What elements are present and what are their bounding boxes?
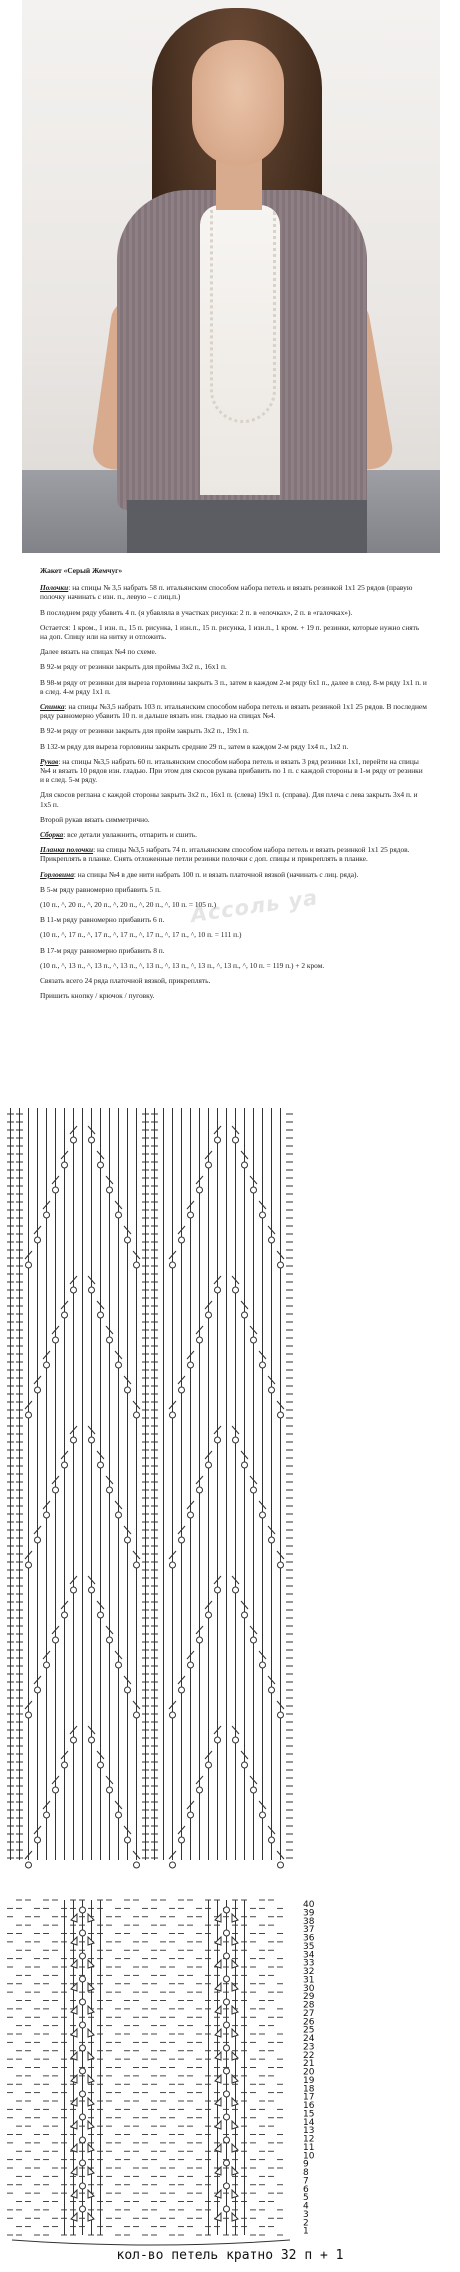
- section-text: : на спицы №3,5 набрать 60 п. итальянским способом набора петель и вязать 3 ряд резинки 1х1, перейти на спицы №4 и вязать 10 рядов изн. гладью. При этом для скосов рукава прибавить по 1 п. с каждой стороны в 1-м ряду от резинки и в след. 5-м ряду.: [40, 756, 423, 785]
- chart-row-number: 6: [303, 2184, 309, 2195]
- section-heading: Полочки: [40, 583, 69, 593]
- chart-yarn-over: [215, 1737, 221, 1743]
- chart-row-number: 23: [303, 2042, 315, 2053]
- section-heading: Горловина: [40, 869, 74, 879]
- chart-yarn-over: [134, 1262, 140, 1268]
- chart-yarn-over: [116, 1212, 122, 1218]
- chart-row-number: 9: [303, 2159, 309, 2170]
- chart-yarn-over: [71, 1137, 77, 1143]
- chart-yarn-over: [278, 1412, 284, 1418]
- section-heading: Спинка: [40, 702, 65, 712]
- chart-yarn-over: [35, 1387, 41, 1393]
- chart-yarn-over: [233, 1287, 239, 1293]
- chart-yarn-over: [80, 2160, 86, 2166]
- section-text: Связать всего 24 ряда платочной вязкой, прикреплять.: [40, 976, 211, 986]
- chart-row-number: 30: [303, 1983, 315, 1994]
- section-heading: Рукав: [40, 756, 59, 766]
- section-text: : на спицы №3,5 набрать 103 п. итальянским способом набора петель и вязать резинкой 1х1 25 рядов. В последнем ряду равномерно убавить 10 п. и дальше вязать изн. гладью на спицах №4.: [40, 702, 427, 721]
- section-paragraph: [40, 662, 428, 671]
- chart-yarn-over: [80, 2091, 86, 2097]
- chart-yarn-over: [134, 1412, 140, 1418]
- chart-row-number: 3: [303, 2209, 309, 2220]
- chart-yarn-over: [206, 1462, 212, 1468]
- chart-row-number: 31: [303, 1975, 315, 1986]
- chart-yarn-over: [233, 1437, 239, 1443]
- chart-yarn-over: [179, 1387, 185, 1393]
- watermark: Ассоль уа: [189, 885, 320, 928]
- chart-yarn-over: [197, 1487, 203, 1493]
- chart-row-number: 26: [303, 2017, 315, 2028]
- chart-yarn-over: [125, 1687, 131, 1693]
- chart-yarn-over: [107, 1787, 113, 1793]
- chart-yarn-over: [242, 1762, 248, 1768]
- chart-yarn-over: [80, 1976, 86, 1982]
- chart-yarn-over: [62, 1762, 68, 1768]
- chart-row-number: 13: [303, 2126, 315, 2137]
- section-paragraph: [40, 815, 428, 824]
- chart-yarn-over: [98, 1762, 104, 1768]
- chart-yarn-over: [215, 1587, 221, 1593]
- chart-yarn-over: [224, 2206, 230, 2212]
- chart-yarn-over: [260, 1212, 266, 1218]
- chart-yarn-over: [80, 2114, 86, 2120]
- chart-yarn-over: [53, 1337, 59, 1343]
- chart-yarn-over: [134, 1862, 140, 1868]
- chart-yarn-over: [89, 1287, 95, 1293]
- chart-yarn-over: [260, 1362, 266, 1368]
- chart-row-number: 4: [303, 2201, 309, 2212]
- section-paragraph: [40, 845, 428, 863]
- chart-yarn-over: [107, 1637, 113, 1643]
- chart-yarn-over: [260, 1662, 266, 1668]
- chart-yarn-over: [89, 1137, 95, 1143]
- chart-yarn-over: [224, 1930, 230, 1936]
- chart-yarn-over: [215, 1137, 221, 1143]
- section-text: Остается: 1 кром., 1 изн. п., 15 п. рисунка, 1 изн.п., 15 п. рисунка, 1 изн.п., 1 кром. + 19 п. резинки, которые нужно снять на доп. Спицу или на нитку и отложить.: [40, 622, 420, 642]
- chart-row-number: 10: [303, 2151, 315, 2162]
- chart-yarn-over: [188, 1662, 194, 1668]
- chart-yarn-over: [116, 1662, 122, 1668]
- chart-yarn-over: [71, 1287, 77, 1293]
- chart-legend: кол-во петель кратно 32 п + 1: [116, 2248, 344, 2263]
- chart-yarn-over: [224, 2091, 230, 2097]
- chart-yarn-over: [197, 1637, 203, 1643]
- photo-pants: [127, 500, 367, 553]
- section-text: Далее вязать на спицах №4 по схеме.: [40, 647, 157, 657]
- chart-yarn-over: [215, 1287, 221, 1293]
- chart-yarn-over: [269, 1687, 275, 1693]
- chart-row-number: 29: [303, 1992, 315, 2003]
- chart-row-number: 1: [303, 2226, 309, 2237]
- section-paragraph: [40, 583, 428, 601]
- chart-row-number: 20: [303, 2067, 315, 2078]
- chart-yarn-over: [62, 1612, 68, 1618]
- chart-row-number: 33: [303, 1958, 315, 1969]
- chart-yarn-over: [206, 1312, 212, 1318]
- chart-yarn-over: [80, 2022, 86, 2028]
- chart-yarn-over: [44, 1812, 50, 1818]
- section-paragraph: [40, 930, 428, 939]
- chart-yarn-over: [71, 1437, 77, 1443]
- chart-yarn-over: [26, 1262, 32, 1268]
- chart-row-number: 39: [303, 1908, 315, 1919]
- chart-yarn-over: [80, 2183, 86, 2189]
- section-text: : на спицы № 3,5 набрать 58 п. итальянским способом набора петель и вязать резинкой 1х1 25 рядов (правую полочку начинать с изн. п., левую – с лиц.п.): [40, 583, 413, 602]
- chart-yarn-over: [44, 1212, 50, 1218]
- chart-row-number: 34: [303, 1950, 315, 1961]
- chart-yarn-over: [170, 1712, 176, 1718]
- chart-row-number: 17: [303, 2092, 315, 2103]
- chart-yarn-over: [116, 1812, 122, 1818]
- section-paragraph: [40, 647, 428, 656]
- chart-row-number: 28: [303, 2000, 315, 2011]
- chart-yarn-over: [80, 1907, 86, 1913]
- chart-yarn-over: [35, 1687, 41, 1693]
- chart-yarn-over: [269, 1837, 275, 1843]
- chart-row-number: 2: [303, 2218, 309, 2229]
- chart-yarn-over: [224, 2137, 230, 2143]
- chart-yarn-over: [269, 1237, 275, 1243]
- chart-yarn-over: [80, 1999, 86, 2005]
- chart-row-number: 16: [303, 2101, 315, 2112]
- chart-yarn-over: [44, 1662, 50, 1668]
- section-paragraph: [40, 757, 428, 785]
- chart-row-number: 21: [303, 2059, 315, 2070]
- chart-yarn-over: [206, 1612, 212, 1618]
- chart-row-number: 25: [303, 2025, 315, 2036]
- section-paragraph: [40, 870, 428, 879]
- chart-yarn-over: [233, 1587, 239, 1593]
- chart-yarn-over: [44, 1512, 50, 1518]
- chart-yarn-over: [179, 1837, 185, 1843]
- section-paragraph: [40, 946, 428, 955]
- section-paragraph: [40, 976, 428, 985]
- section-heading: Планка полочки: [40, 845, 94, 855]
- chart-yarn-over: [98, 1312, 104, 1318]
- chart-yarn-over: [269, 1537, 275, 1543]
- pattern-text: [40, 566, 428, 1007]
- chart-yarn-over: [224, 2160, 230, 2166]
- chart-yarn-over: [251, 1637, 257, 1643]
- chart-yarn-over: [269, 1387, 275, 1393]
- section-text: В последнем ряду убавить 4 п. (я убавляла в участках рисунка: 2 п. в «елочках», 2 п. в «галочках»).: [40, 607, 353, 617]
- section-text: Второй рукав вязать симметрично.: [40, 814, 150, 824]
- chart-row-number: 5: [303, 2193, 309, 2204]
- chart-yarn-over: [188, 1812, 194, 1818]
- model-photo: [22, 0, 440, 553]
- chart-yarn-over: [278, 1862, 284, 1868]
- chart-yarn-over: [251, 1337, 257, 1343]
- chart-yarn-over: [224, 2183, 230, 2189]
- chart-yarn-over: [224, 1953, 230, 1959]
- chart-yarn-over: [188, 1512, 194, 1518]
- chart-yarn-over: [80, 2137, 86, 2143]
- chart-yarn-over: [251, 1487, 257, 1493]
- chart-yarn-over: [170, 1562, 176, 1568]
- section-text: Пришить кнопку / крючок / пуговку.: [40, 991, 155, 1001]
- chart-yarn-over: [62, 1162, 68, 1168]
- chart-yarn-over: [188, 1362, 194, 1368]
- chart-row-number: 7: [303, 2176, 309, 2187]
- chart-yarn-over: [107, 1337, 113, 1343]
- chart-yarn-over: [233, 1137, 239, 1143]
- section-paragraph: [40, 961, 428, 970]
- chart-row-number: 27: [303, 2008, 315, 2019]
- chart-yarn-over: [278, 1262, 284, 1268]
- section-paragraph: [40, 608, 428, 617]
- chart-yarn-over: [98, 1612, 104, 1618]
- chart-yarn-over: [224, 2114, 230, 2120]
- chart-yarn-over: [80, 1930, 86, 1936]
- section-text: В 17-м ряду равномерно прибавить 8 п.: [40, 945, 165, 955]
- chart-yarn-over: [134, 1562, 140, 1568]
- section-text: В 132-м ряду для выреза горловины закрыть средние 29 п., затем в каждом 2-м ряду 1х4 п., 1х2 п.: [40, 741, 349, 751]
- section-text: В 92-м ряду от резинки закрыть для пройм закрыть 3х2 п., 19х1 п.: [40, 726, 249, 736]
- chart-yarn-over: [233, 1737, 239, 1743]
- chart-yarn-over: [278, 1562, 284, 1568]
- chart-row-number: 24: [303, 2034, 315, 2045]
- chart-yarn-over: [224, 2068, 230, 2074]
- chart-yarn-over: [62, 1462, 68, 1468]
- chart-yarn-over: [44, 1362, 50, 1368]
- chart-yarn-over: [125, 1537, 131, 1543]
- chart-yarn-over: [179, 1687, 185, 1693]
- chart-yarn-over: [242, 1312, 248, 1318]
- chart-yarn-over: [224, 2045, 230, 2051]
- chart-row-number: 40: [303, 1900, 315, 1911]
- chart-row-number: 36: [303, 1933, 315, 1944]
- chart-yarn-over: [35, 1837, 41, 1843]
- chart-yarn-over: [125, 1837, 131, 1843]
- section-text: В 98-м ряду от резинки для выреза горловины закрыть 3 п., затем в каждом 2-м ряду 6х1 п., далее в след. 8-м ряду 1х1 п. и в след. 4-м ряду 1х1 п.: [40, 677, 427, 696]
- chart-yarn-over: [242, 1612, 248, 1618]
- chart-yarn-over: [260, 1512, 266, 1518]
- photo-face: [192, 40, 284, 166]
- chart-yarn-over: [53, 1637, 59, 1643]
- chart-yarn-over: [53, 1187, 59, 1193]
- section-paragraph: [40, 991, 428, 1000]
- chart-yarn-over: [71, 1587, 77, 1593]
- chart-yarn-over: [260, 1812, 266, 1818]
- chart-yarn-over: [134, 1712, 140, 1718]
- chart-yarn-over: [179, 1237, 185, 1243]
- chart-yarn-over: [53, 1787, 59, 1793]
- chart-yarn-over: [224, 1907, 230, 1913]
- section-paragraph: [40, 742, 428, 751]
- chart-yarn-over: [188, 1212, 194, 1218]
- chart-yarn-over: [242, 1462, 248, 1468]
- chart-row-number: 8: [303, 2168, 309, 2179]
- chart-yarn-over: [80, 2045, 86, 2051]
- chart-yarn-over: [242, 1162, 248, 1168]
- chart-yarn-over: [116, 1512, 122, 1518]
- chart-repeat-bracket: [12, 2240, 290, 2245]
- chart-row-number: 18: [303, 2084, 315, 2095]
- chart-yarn-over: [80, 2206, 86, 2212]
- chart-row-number: 37: [303, 1925, 315, 1936]
- chart-yarn-over: [278, 1712, 284, 1718]
- section-text: (10 п., ^, 17 п., ^, 17 п., ^, 17 п., ^, 17 п., ^, 17 п., ^, 10 п. = 111 п.): [40, 930, 242, 940]
- chart-yarn-over: [26, 1562, 32, 1568]
- chart-row-number: 32: [303, 1967, 315, 1978]
- chart-row-number: 22: [303, 2050, 315, 2061]
- chart-row-number: 11: [303, 2142, 315, 2153]
- chart-yarn-over: [251, 1787, 257, 1793]
- chart-row-number: 19: [303, 2075, 315, 2086]
- chart-yarn-over: [197, 1787, 203, 1793]
- chart-yarn-over: [26, 1862, 32, 1868]
- chart-yarn-over: [35, 1537, 41, 1543]
- section-paragraph: [40, 830, 428, 839]
- chart-yarn-over: [170, 1412, 176, 1418]
- chart-yarn-over: [89, 1587, 95, 1593]
- chart-yarn-over: [107, 1187, 113, 1193]
- section-paragraph: [40, 678, 428, 696]
- section-paragraph: [40, 790, 428, 808]
- section-text: : на спицы №3,5 набрать 74 п. итальянским способом набора петель и вязать резинкой 1х1 25 рядов. Прикреплять в планке. Снять отложенные петли резинки полочки с доп. спицы и прикреплять в планке.: [40, 845, 410, 864]
- chart-yarn-over: [170, 1262, 176, 1268]
- chart-yarn-over: [107, 1487, 113, 1493]
- section-text: (10 п., ^, 20 п., ^, 20 п., ^, 20 п., ^, 20 п., ^, 10 п. = 105 п.): [40, 900, 217, 910]
- chart-yarn-over: [251, 1187, 257, 1193]
- section-text: : на спицы №4 в две нити набрать 100 п. и вязать платочной вязкой (начинать с лиц. ряда).: [73, 869, 359, 879]
- chart-yarn-over: [206, 1162, 212, 1168]
- section-paragraph: [40, 702, 428, 720]
- section-paragraph: [40, 885, 428, 894]
- chart-yarn-over: [80, 2068, 86, 2074]
- chart-yarn-over: [215, 1437, 221, 1443]
- chart-yarn-over: [62, 1312, 68, 1318]
- chart-yarn-over: [125, 1387, 131, 1393]
- chart-yarn-over: [224, 1976, 230, 1982]
- section-heading: Сборка: [40, 830, 64, 840]
- chart-row-number: 38: [303, 1916, 315, 1927]
- chart-yarn-over: [89, 1437, 95, 1443]
- chart-yarn-over: [80, 1953, 86, 1959]
- chart-yarn-over: [224, 1999, 230, 2005]
- chart-yarn-over: [89, 1737, 95, 1743]
- section-paragraph: [40, 726, 428, 735]
- chart-yarn-over: [35, 1237, 41, 1243]
- section-paragraph: [40, 623, 428, 641]
- chart-row-number: 14: [303, 2117, 315, 2128]
- chart-yarn-over: [98, 1462, 104, 1468]
- chart-yarn-over: [53, 1487, 59, 1493]
- section-text: В 11-м ряду равномерно прибавить 6 п.: [40, 915, 165, 925]
- chart-yarn-over: [206, 1762, 212, 1768]
- chart-row-number: 15: [303, 2109, 315, 2120]
- pattern-sections: [40, 583, 428, 1000]
- chart-yarn-over: [179, 1537, 185, 1543]
- section-text: В 92-м ряду от резинки закрыть для проймы 3х2 п., 16х1 п.: [40, 662, 227, 672]
- photo-pearls: [210, 210, 276, 423]
- chart-yarn-over: [125, 1237, 131, 1243]
- chart-yarn-over: [71, 1737, 77, 1743]
- chart-row-number: 35: [303, 1941, 315, 1952]
- chart-yarn-over: [26, 1712, 32, 1718]
- chart-row-number: 12: [303, 2134, 315, 2145]
- chart-yarn-over: [224, 2022, 230, 2028]
- knitting-chart: [0, 1100, 460, 2272]
- chart-yarn-over: [170, 1862, 176, 1868]
- section-text: Для скосов реглана с каждой стороны закрыть 3х2 п., 16х1 п. (слева) 19х1 п. (справа). Для плеча с лева закрыть 3х4 п. и 1х5 п.: [40, 790, 418, 809]
- chart-yarn-over: [98, 1162, 104, 1168]
- section-text: : все детали увлажнить, отпарить и сшить.: [63, 830, 197, 840]
- chart-yarn-over: [197, 1337, 203, 1343]
- chart-yarn-over: [26, 1412, 32, 1418]
- chart-yarn-over: [197, 1187, 203, 1193]
- section-text: В 5-м ряду равномерно прибавить 5 п.: [40, 884, 161, 894]
- section-text: (10 п., ^, 13 п., ^, 13 п., ^, 13 п., ^, 13 п., ^, 13 п., ^, 13 п., ^, 13 п., ^, 10 п. = 119 п.) + 2 кром.: [40, 960, 325, 970]
- chart-yarn-over: [116, 1362, 122, 1368]
- pattern-title: Жакет «Серый Жемчуг»: [40, 566, 123, 575]
